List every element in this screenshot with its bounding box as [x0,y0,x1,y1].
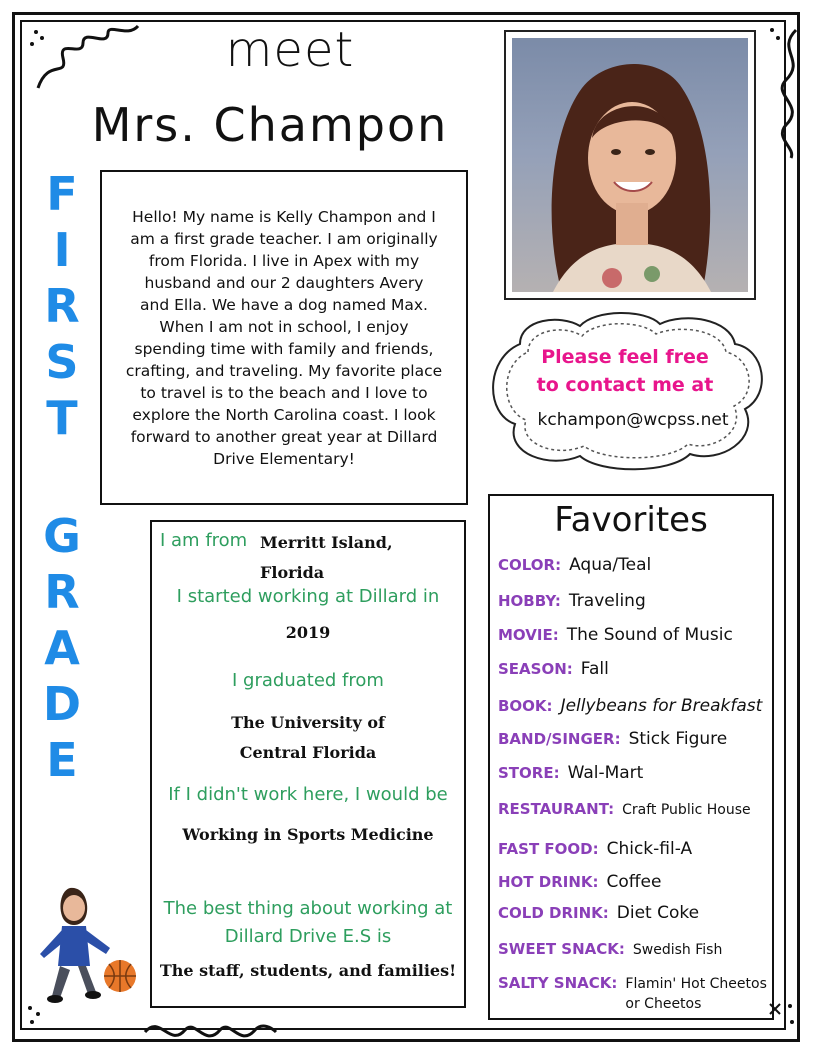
contact-heading-line1: Please feel free [541,346,709,368]
favorite-key: HOT DRINK: [498,873,599,891]
alt-career-label: If I didn't work here, I would be [168,784,448,805]
best-thing-label-line1: The best thing about working at [163,898,453,919]
grade-letter: G [43,509,81,563]
favorite-book-row [498,696,762,716]
favorite-key: HOBBY: [498,592,561,610]
favorite-key: SALTY SNACK: [498,974,618,992]
favorite-key: RESTAURANT: [498,800,615,818]
teacher-bitmoji-basketball [22,876,148,1006]
grade-letter: D [42,677,82,731]
bio-line: When I am not in school, I enjoy [159,318,409,336]
bio-line: from Florida. I live in Apex with my [148,252,420,270]
alt-career-value: Working in Sports Medicine [182,825,434,844]
favorite-value: Aqua/Teal [569,555,652,575]
favorite-store-row [498,763,643,783]
favorite-value: Traveling [568,591,646,611]
favorite-key: BAND/SINGER: [498,730,621,748]
bio-line: husband and our 2 daughters Avery [144,274,424,292]
bio-line: Hello! My name is Kelly Champon and I [132,208,436,226]
favorite-value: Chick-fil-A [606,839,693,859]
teacher-photo [512,38,748,292]
favorite-value: Jellybeans for Breakfast [560,696,763,716]
favorite-cold-drink-row [498,903,699,923]
favorite-value: Coffee [606,872,662,892]
favorite-key: COLD DRINK: [498,904,609,922]
bio-line: am a first grade teacher. I am originally [130,230,438,248]
contact-email[interactable]: kchampon@wcpss.net [537,410,729,430]
from-label: I am from [160,530,248,551]
bio-line: crafting, and traveling. My favorite place [125,362,443,380]
bio-line: forward to another great year at Dillard [130,428,438,446]
best-thing-label-line2: Dillard Drive E.S is [224,926,392,947]
bio-box [100,170,468,505]
favorite-value-group [625,974,766,1014]
favorite-movie-row [498,625,733,645]
teacher-name-heading: Mrs. Champon [91,98,449,152]
bio-line: and Ella. We have a dog named Max. [140,296,428,314]
graduated-value-line2: Central Florida [239,743,377,762]
favorite-fast-food-row [498,839,692,859]
first-letter: F [46,167,78,221]
started-value: 2019 [285,623,331,642]
favorite-sweet-snack-row [498,939,722,958]
favorite-value: Swedish Fish [632,942,723,958]
favorite-value: Wal-Mart [567,763,644,783]
favorite-band-singer-row [498,729,727,749]
graduated-label: I graduated from [232,670,384,691]
grade-letter: E [46,733,78,787]
favorite-value: Flamin' Hot Cheetos [625,976,767,992]
favorite-hobby-row [498,591,646,611]
top-left-swirl-doodle [28,18,148,98]
best-thing-value: The staff, students, and families! [159,961,457,980]
favorite-key: SEASON: [498,660,573,678]
favorite-restaurant-row [498,799,751,818]
favorite-salty-snack-row [498,974,767,1014]
favorite-value: Stick Figure [628,729,728,749]
favorite-key: BOOK: [498,697,553,715]
contact-heading-line2: to contact me at [536,374,714,396]
grade-letter: A [44,621,80,675]
favorite-hot-drink-row [498,872,661,892]
favorite-value: Fall [580,659,609,679]
first-vertical-word [40,166,84,446]
top-right-swirl-doodle [766,20,812,160]
favorites-title: Favorites [554,500,708,540]
bio-line: Drive Elementary! [213,450,355,468]
graduated-value-line1: The University of [231,713,385,732]
portrait-illustration [512,38,748,292]
bio-line: explore the North Carolina coast. I look [132,406,436,424]
meet-heading: meet [225,22,355,78]
favorite-key: COLOR: [498,556,562,574]
first-letter: S [45,335,79,389]
favorite-key: FAST FOOD: [498,840,599,858]
favorite-value: The Sound of Music [566,625,733,645]
started-label: I started working at Dillard in [176,586,440,607]
bio-line: spending time with family and friends, [134,340,434,358]
favorite-season-row [498,659,609,679]
favorite-color-row [498,555,651,575]
from-value: Merritt Island, Florida [260,533,393,582]
favorite-key: SWEET SNACK: [498,940,625,958]
favorite-key: MOVIE: [498,626,559,644]
first-letter: T [46,391,78,445]
favorite-value: Craft Public House [622,802,751,818]
bio-line: to travel is to the beach and I love to [140,384,428,402]
bottom-swirl-doodle [140,1014,280,1050]
favorite-value-line2: or Cheetos [625,996,702,1012]
first-letter: R [44,279,80,333]
teacher-photo-frame [504,30,756,300]
grade-letter: R [44,565,80,619]
grade-vertical-word [40,508,84,788]
favorite-value: Diet Coke [616,903,700,923]
favorite-key: STORE: [498,764,560,782]
first-letter: I [53,223,71,277]
